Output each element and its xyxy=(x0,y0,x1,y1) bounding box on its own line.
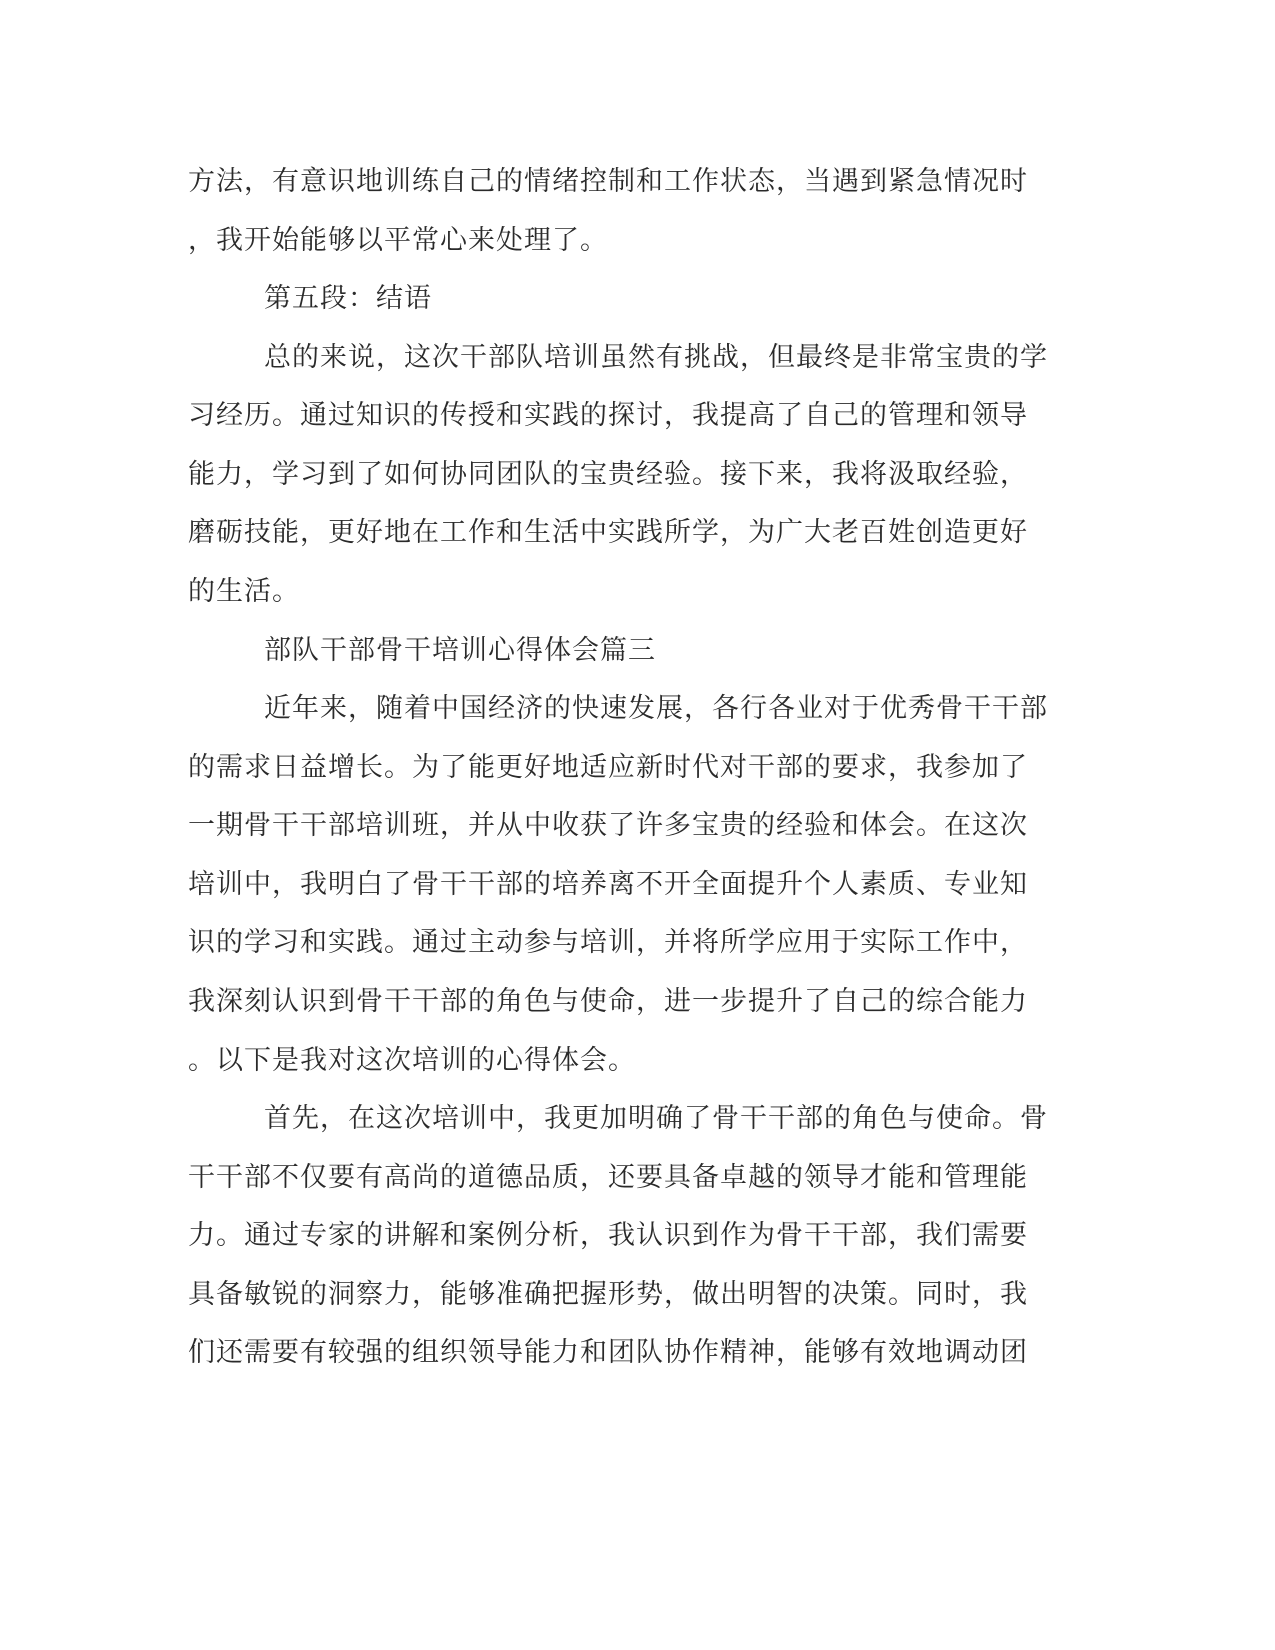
text-line: 。以下是我对这次培训的心得体会。 xyxy=(188,1045,636,1076)
text-line: 识的学习和实践。通过主动参与培训，并将所学应用于实际工作中， xyxy=(188,927,1028,958)
text-line: 力。通过专家的讲解和案例分析，我认识到作为骨干干部，我们需要 xyxy=(188,1220,1028,1251)
text-line: 能力，学习到了如何协同团队的宝贵经验。接下来，我将汲取经验， xyxy=(188,459,1028,490)
text-line: 近年来，随着中国经济的快速发展，各行各业对于优秀骨干干部 xyxy=(264,693,1048,724)
text-line: 具备敏锐的洞察力，能够准确把握形势，做出明智的决策。同时，我 xyxy=(188,1279,1028,1310)
text-line: 的需求日益增长。为了能更好地适应新时代对干部的要求，我参加了 xyxy=(188,752,1028,783)
text-line: 们还需要有较强的组织领导能力和团队协作精神，能够有效地调动团 xyxy=(188,1337,1028,1368)
text-line: 培训中，我明白了骨干干部的培养离不开全面提升个人素质、专业知 xyxy=(188,869,1028,900)
text-line: 一期骨干干部培训班，并从中收获了许多宝贵的经验和体会。在这次 xyxy=(188,810,1028,841)
text-line: 我深刻认识到骨干干部的角色与使命，进一步提升了自己的综合能力 xyxy=(188,986,1028,1017)
text-line: 的生活。 xyxy=(188,576,300,607)
text-line: 方法，有意识地训练自己的情绪控制和工作状态，当遇到紧急情况时 xyxy=(188,166,1028,197)
text-line: 总的来说，这次干部队培训虽然有挑战，但最终是非常宝贵的学 xyxy=(264,342,1048,373)
text-line: 磨砺技能，更好地在工作和生活中实践所学，为广大老百姓创造更好 xyxy=(188,517,1028,548)
text-line: ，我开始能够以平常心来处理了。 xyxy=(188,225,608,256)
text-line: 干干部不仅要有高尚的道德品质，还要具备卓越的领导才能和管理能 xyxy=(188,1162,1028,1193)
article-title: 部队干部骨干培训心得体会篇三 xyxy=(264,635,656,666)
section-heading: 第五段：结语 xyxy=(264,283,432,314)
text-line: 习经历。通过知识的传授和实践的探讨，我提高了自己的管理和领导 xyxy=(188,400,1028,431)
text-line: 首先，在这次培训中，我更加明确了骨干干部的角色与使命。骨 xyxy=(264,1103,1048,1134)
